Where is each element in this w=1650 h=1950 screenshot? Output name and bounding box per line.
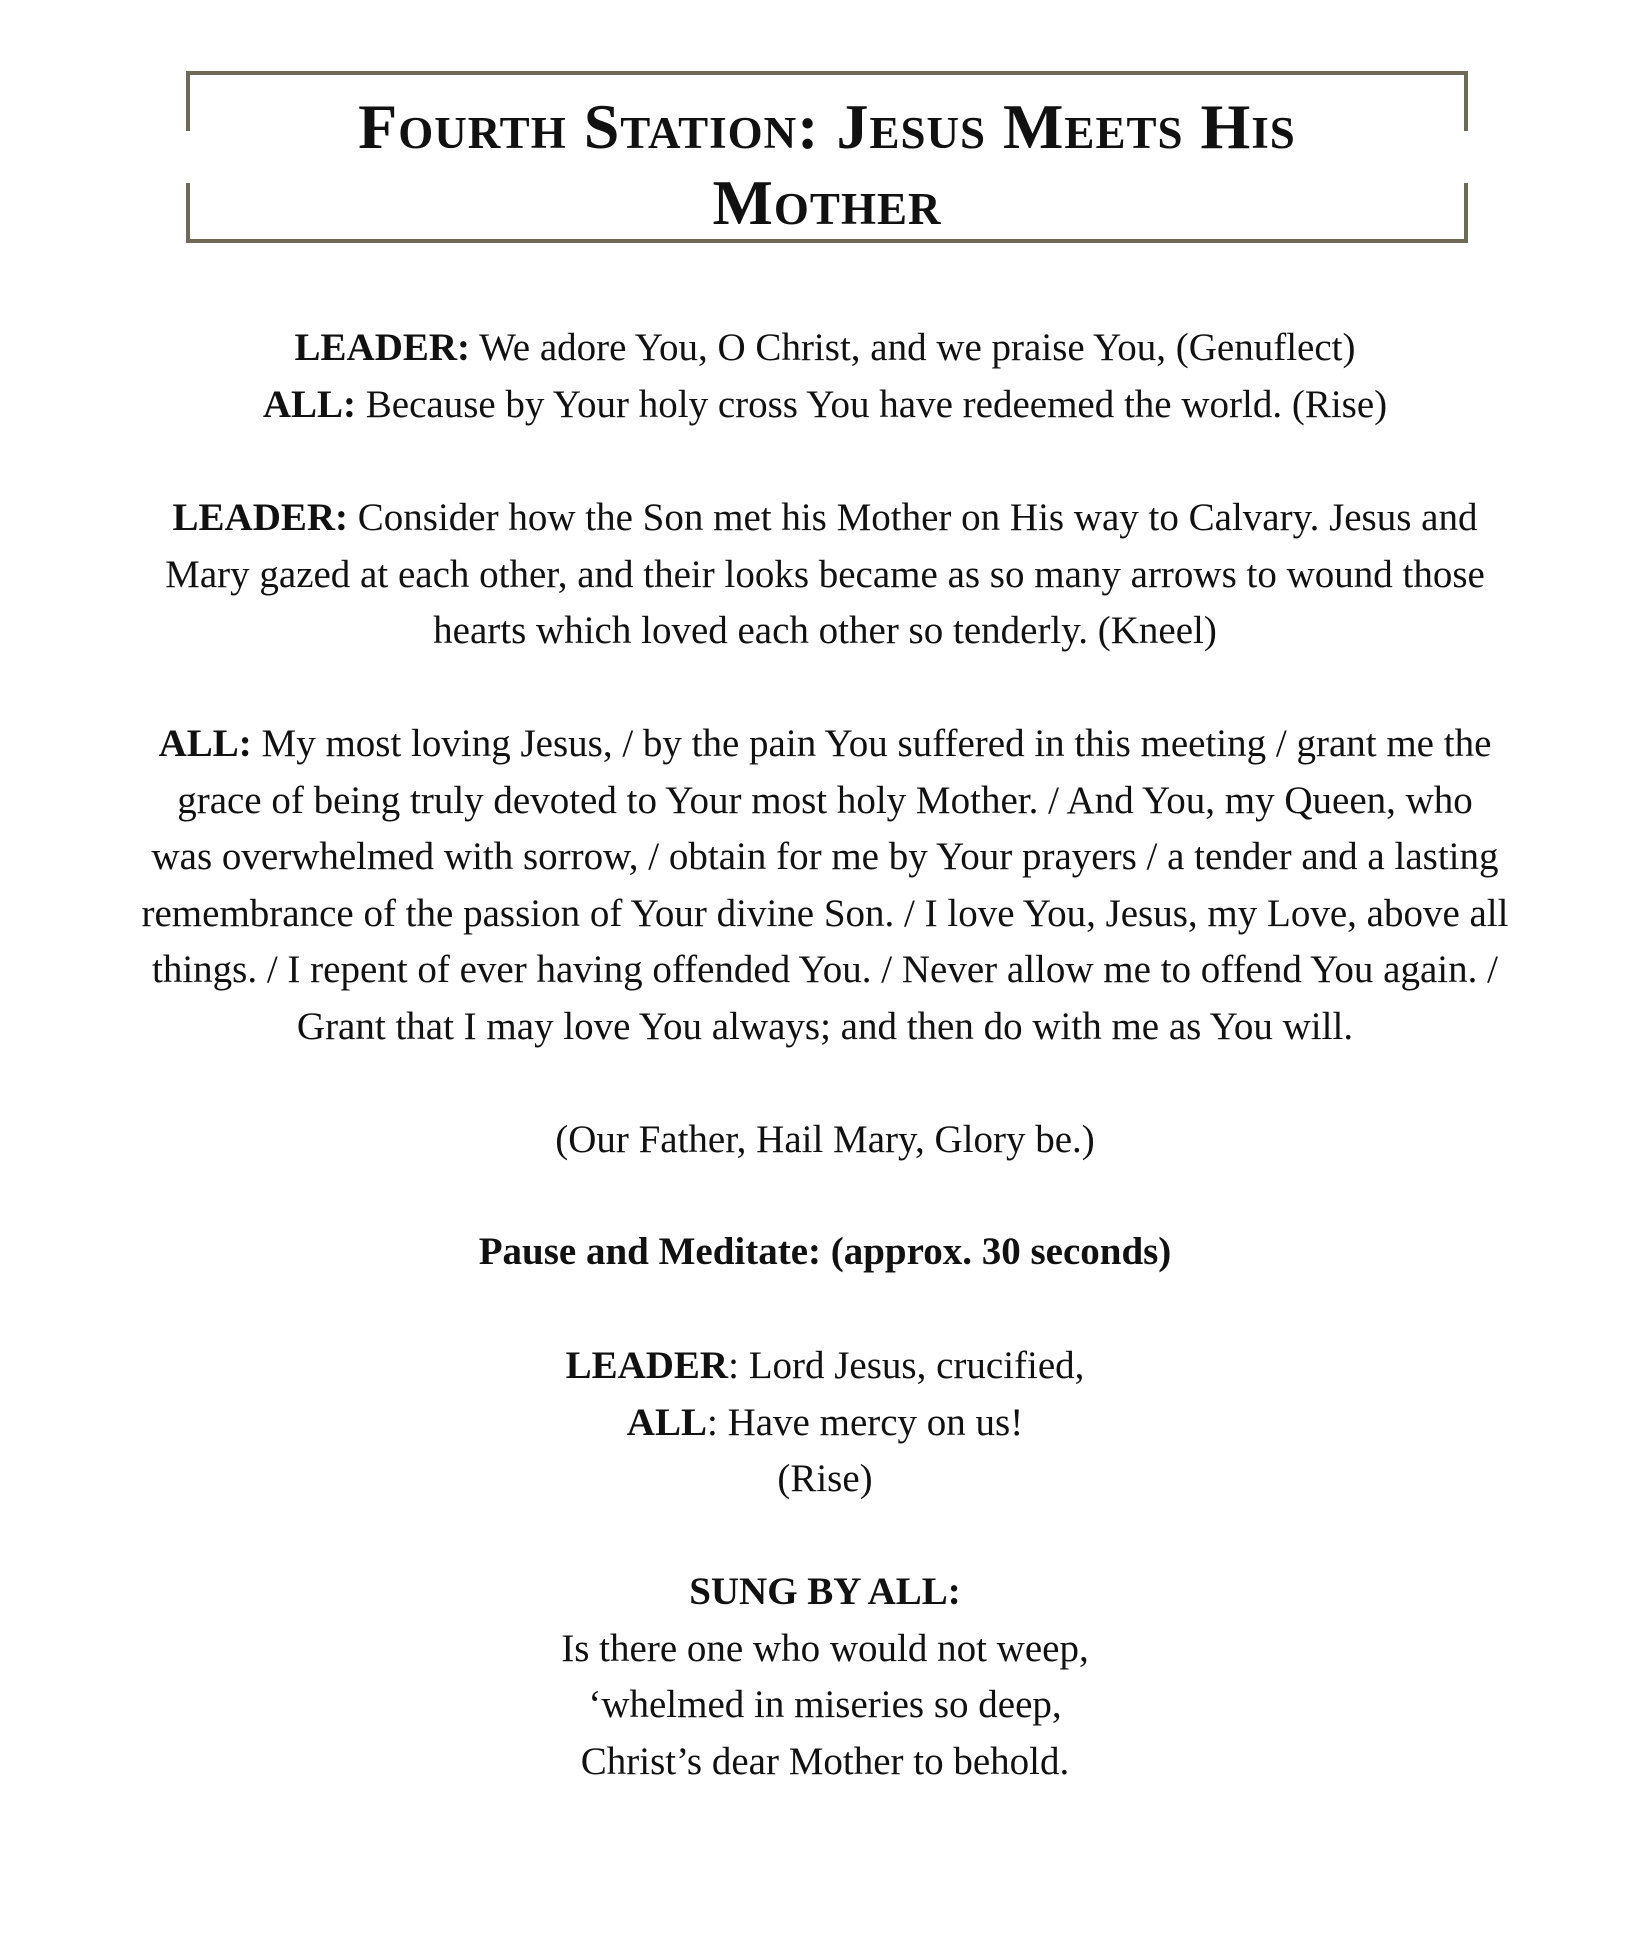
speaker-label: LEADER: [565, 1344, 729, 1387]
speaker-label: ALL:: [158, 722, 252, 765]
speaker-label: LEADER:: [294, 326, 471, 369]
intro-block: [120, 320, 1530, 433]
consider-line: hearts which loved each other so tenderly. (Kneel): [433, 609, 1217, 652]
consider-text: Consider how the Son met his Mother on His way to Calvary. Jesus and: [348, 496, 1478, 539]
response-leader-line: [120, 1338, 1530, 1395]
prayer-line: [120, 716, 1530, 773]
intro-leader-line: [120, 320, 1530, 377]
hymn-line: Is there one who would not weep,: [561, 1626, 1089, 1670]
pause-block: [120, 1224, 1530, 1281]
intro-leader-text: We adore You, O Christ, and we praise You, (Genuflect): [470, 326, 1356, 369]
prayers-said-text: (Our Father, Hail Mary, Glory be.): [555, 1118, 1095, 1161]
hymn-heading: SUNG BY ALL:: [689, 1570, 961, 1613]
speaker-label: ALL:: [262, 382, 356, 426]
consider-line: [120, 490, 1530, 547]
prayer-line: remembrance of the passion of Your divine Son. / I love You, Jesus, my Love, above all: [141, 891, 1509, 935]
station-title: [186, 89, 1468, 241]
hymn-line: Christ’s dear Mother to behold.: [580, 1739, 1070, 1783]
response-all-text: : Have mercy on us!: [706, 1400, 1024, 1444]
station-title-line1: Fourth Station: Jesus Meets His: [358, 91, 1296, 162]
response-all-line: [120, 1395, 1530, 1452]
prayer-line: things. / I repent of ever having offended You. / Never allow me to offend You again. /: [152, 948, 1498, 991]
prayer-block: [120, 716, 1530, 1055]
pause-heading: Pause and Meditate: (approx. 30 seconds): [478, 1230, 1172, 1273]
intro-all-text: Because by Your holy cross You have redeemed the world. (Rise): [356, 382, 1388, 426]
speaker-label: LEADER:: [172, 496, 349, 539]
prayers-said: [120, 1112, 1530, 1169]
hymn-block: [120, 1564, 1530, 1790]
response-block: [120, 1338, 1530, 1508]
hymn-line: ‘whelmed in miseries so deep,: [588, 1683, 1062, 1726]
response-posture: (Rise): [777, 1457, 873, 1500]
prayer-line: was overwhelmed with sorrow, / obtain for me by Your prayers / a tender and a lasting: [151, 835, 1499, 878]
prayer-line: grace of being truly devoted to Your most holy Mother. / And You, my Queen, who: [177, 778, 1473, 822]
consider-line: Mary gazed at each other, and their looks became as so many arrows to wound those: [165, 552, 1485, 596]
speaker-label: ALL: [626, 1400, 707, 1444]
station-title-line2: Mother: [712, 167, 942, 238]
consider-block: [120, 490, 1530, 660]
prayer-line: Grant that I may love You always; and then do with me as You will.: [296, 1004, 1354, 1048]
station-title-frame: [186, 71, 1468, 243]
intro-all-line: [120, 377, 1530, 434]
response-leader-text: : Lord Jesus, crucified,: [728, 1344, 1085, 1387]
prayer-text: My most loving Jesus, / by the pain You suffered in this meeting / grant me the: [251, 722, 1492, 765]
